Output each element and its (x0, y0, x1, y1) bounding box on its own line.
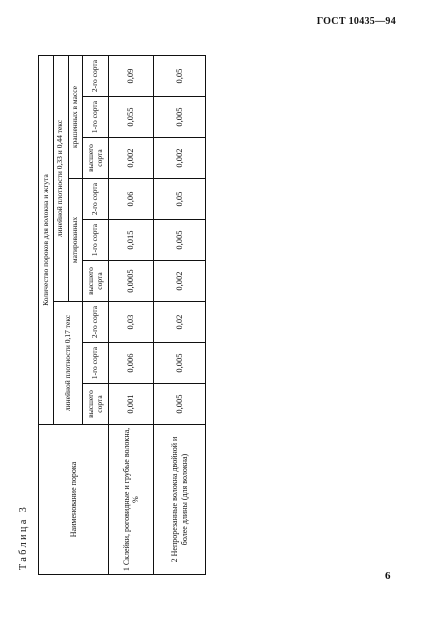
defects-table (38, 55, 206, 575)
grade-header: высшего сорта (83, 261, 109, 302)
table-cell: 0,05 (154, 56, 206, 97)
table-cell: 0,09 (109, 56, 154, 97)
table-cell: 0,005 (154, 220, 206, 261)
sub-matt-header: матированных (68, 179, 83, 302)
grade-header: высшего сорта (83, 138, 109, 179)
table-cell: 0,02 (154, 302, 206, 343)
row-name: 2 Непрорезанные волокна двойной и более длины (для волокна) (154, 425, 206, 575)
grade-header: 1-го сорта (83, 220, 109, 261)
table-cell: 0,06 (109, 179, 154, 220)
table-cell: 0,006 (109, 343, 154, 384)
sub-dyed-header: крашенных в массе (68, 56, 83, 179)
table-cell: 0,005 (154, 384, 206, 425)
page-number: 6 (385, 570, 391, 582)
grade-header: высшего сорта (83, 384, 109, 425)
grade-header: 1-го сорта (83, 343, 109, 384)
table-cell: 0,0005 (109, 261, 154, 302)
group-017-header: линейной плотности 0,17 текс (53, 302, 83, 425)
table-cell: 0,005 (154, 343, 206, 384)
group-033-header: линейной плотности 0,33 и 0,44 текс (53, 56, 68, 302)
name-column-header: Наименование порока (39, 425, 109, 575)
table-cell: 0,002 (154, 261, 206, 302)
table-label: Таблица 3 (18, 504, 29, 570)
document-code: ГОСТ 10435—94 (316, 16, 396, 27)
table-cell: 0,055 (109, 97, 154, 138)
table-row (154, 56, 206, 575)
grade-header: 2-го сорта (83, 179, 109, 220)
row-name: 1 Склейки, роговидные и грубые волокна, % (109, 425, 154, 575)
table-cell: 0,03 (109, 302, 154, 343)
header-row-1 (39, 56, 54, 575)
table-cell: 0,015 (109, 220, 154, 261)
top-header: Количество пороков для волокна и жгута (39, 56, 54, 425)
table-cell: 0,002 (154, 138, 206, 179)
rotated-table-area (10, 55, 310, 575)
table-cell: 0,001 (109, 384, 154, 425)
table-cell: 0,002 (109, 138, 154, 179)
grade-header: 1-го сорта (83, 97, 109, 138)
table-cell: 0,05 (154, 179, 206, 220)
table-cell: 0,005 (154, 97, 206, 138)
table-row (109, 56, 154, 575)
grade-header: 2-го сорта (83, 302, 109, 343)
grade-header: 2-го сорта (83, 56, 109, 97)
